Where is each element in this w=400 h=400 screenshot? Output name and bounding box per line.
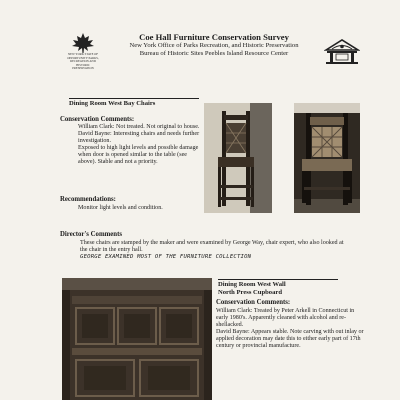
directors-comments-text: These chairs are stamped by the maker and were examined by George Way, chair expert, who also looked at the chair in the entry hall. xyxy=(80,240,344,253)
comment-exposure: Exposed to high light levels and possible damage when door is opened similar to the table (see above). Stable and not a priority. xyxy=(78,145,199,165)
conservation-comments xyxy=(78,124,202,166)
nys-parks-logo xyxy=(66,33,100,70)
carved-chair-photo xyxy=(204,103,272,213)
comment-william-clark: William Clark: Treated by Peter Arkell in Connecticut in early 1980's. Apparently cleaned with alcohol and re-shellacked. xyxy=(216,308,355,328)
carved-chair-photo xyxy=(294,103,360,213)
conservation-comments xyxy=(216,308,366,350)
report-title: Coe Hall Furniture Conservation Survey xyxy=(139,32,289,42)
press-cupboard-photo xyxy=(62,278,212,400)
historic-building-pediment-icon xyxy=(324,38,360,64)
comment-david-bayne: David Bayne: Appears stable. Note carving with out inlay or applied decoration may date this to either early part of 17th century or provincial manufacture. xyxy=(216,329,364,349)
directors-comments-heading: Director's Comments xyxy=(60,231,122,238)
conservation-comments-heading: Conservation Comments: xyxy=(60,116,135,123)
logo-caption: NEW YORK STATE OF OPPORTUNITY PARKS, RECREATION AND HISTORIC PRESERVATION xyxy=(67,52,99,70)
section-title-north-press-cupboard xyxy=(218,279,338,296)
section-title-line-1: Dining Room West Wall xyxy=(218,281,286,288)
bureau-name: Bureau of Historic Sites Peebles Island Resource Center xyxy=(139,49,289,57)
conservation-comments-heading: Conservation Comments: xyxy=(216,299,291,306)
maple-leaf-icon xyxy=(71,33,95,53)
comment-david-bayne: David Bayne: Interesting chairs and needs further investigation. xyxy=(78,131,200,144)
comment-william-clark: William Clark: Not treated. Not original to house. xyxy=(78,124,200,130)
handwritten-note: GEORGE EXAMINED MOST OF THE FURNITURE COLLECTION xyxy=(80,254,252,260)
report-header xyxy=(104,32,324,57)
agency-name: New York Office of Parks Recreation, and Historic Preservation xyxy=(129,42,299,49)
section-title-line-2: North Press Cupboard xyxy=(218,288,282,296)
recommendations-text: Monitor light levels and condition. xyxy=(78,205,163,211)
recommendations-heading: Recommendations: xyxy=(60,196,116,203)
section-title-west-bay-chairs: Dining Room West Bay Chairs xyxy=(69,98,199,107)
